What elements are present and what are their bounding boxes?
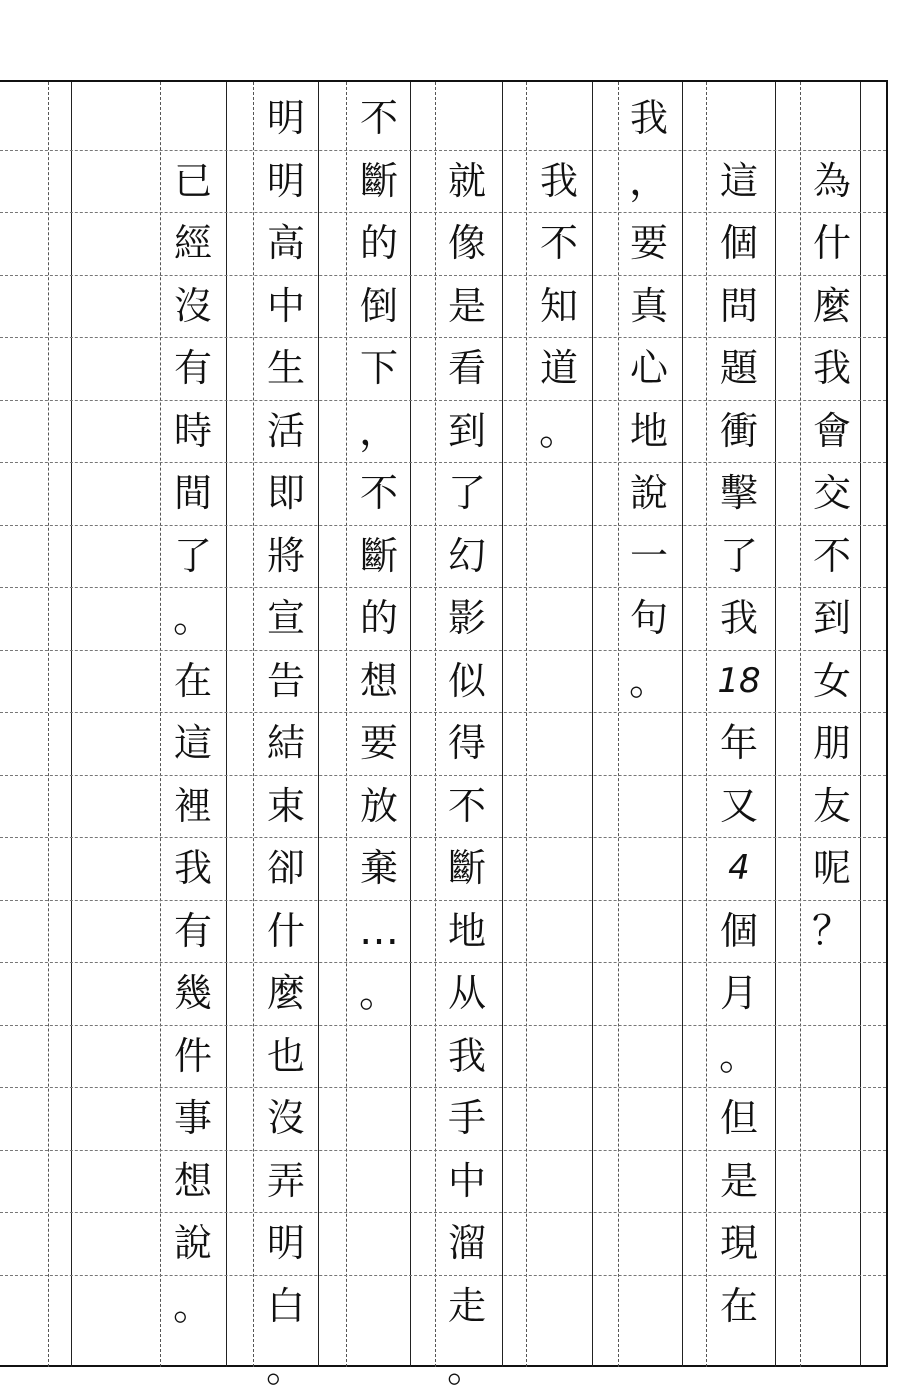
- manuscript-character: 說: [173, 1221, 212, 1265]
- manuscript-character: 像: [447, 221, 486, 265]
- manuscript-character: 从: [447, 971, 486, 1015]
- manuscript-character: 放: [359, 783, 398, 828]
- manuscript-character: 明: [266, 1221, 305, 1265]
- manuscript-character: 將: [266, 533, 305, 578]
- manuscript-character: 個: [719, 221, 758, 265]
- manuscript-character: 要: [359, 721, 398, 765]
- manuscript-character: 明: [266, 96, 305, 140]
- manuscript-character: 手: [447, 1096, 486, 1140]
- manuscript-character: 。: [719, 1032, 759, 1079]
- manuscript-character: 事: [173, 1096, 212, 1140]
- manuscript-character: 件: [173, 1033, 212, 1078]
- manuscript-character: …: [359, 907, 399, 954]
- manuscript-character: ，: [359, 407, 399, 454]
- manuscript-character: 我: [629, 96, 668, 140]
- manuscript-character: 時: [173, 408, 212, 453]
- manuscript-character: 卻: [266, 846, 305, 890]
- manuscript-character: 得: [447, 721, 486, 765]
- manuscript-character: 的: [359, 596, 398, 640]
- manuscript-character: 。: [173, 1282, 213, 1329]
- manuscript-character: 是: [447, 283, 486, 328]
- manuscript-character: 衝: [719, 408, 758, 453]
- manuscript-character: 是: [719, 1158, 758, 1203]
- manuscript-character: 月: [719, 971, 758, 1015]
- manuscript-character: 但: [719, 1096, 758, 1140]
- manuscript-character: 幻: [447, 533, 486, 578]
- manuscript-character: 。: [173, 595, 213, 641]
- manuscript-character: 18: [717, 660, 761, 701]
- manuscript-character: 這: [173, 721, 212, 765]
- manuscript-character: 想: [359, 658, 398, 703]
- manuscript-character: ？: [812, 907, 852, 954]
- manuscript-character: 女: [812, 658, 851, 703]
- manuscript-character: 朋: [812, 721, 851, 765]
- manuscript-character: 。: [539, 407, 579, 454]
- manuscript-character: 弄: [266, 1158, 305, 1203]
- manuscript-character: 有: [173, 346, 212, 390]
- manuscript-character: 明: [266, 158, 305, 203]
- manuscript-character: 下: [359, 346, 398, 390]
- manuscript-character: 在: [173, 658, 212, 703]
- manuscript-character: 倒: [359, 283, 398, 328]
- manuscript-character: 影: [447, 596, 486, 640]
- manuscript-character: 了: [719, 533, 758, 578]
- manuscript-character: 心: [629, 346, 668, 390]
- manuscript-character: 這: [719, 158, 758, 203]
- manuscript-character: 擊: [719, 471, 758, 515]
- manuscript-character: 。: [266, 1345, 306, 1391]
- manuscript-character: 地: [447, 908, 486, 953]
- manuscript-character: 想: [173, 1158, 212, 1203]
- manuscript-character: 裡: [173, 783, 212, 828]
- manuscript-character: 會: [812, 408, 851, 453]
- manuscript-character: 生: [266, 346, 305, 390]
- manuscript-character: 高: [266, 221, 305, 265]
- manuscript-character: 也: [266, 1033, 305, 1078]
- manuscript-character: 麼: [812, 283, 851, 328]
- manuscript-character: 斷: [359, 533, 398, 578]
- manuscript-character: 白: [266, 1283, 305, 1328]
- manuscript-character: 的: [359, 221, 398, 265]
- manuscript-character: 說: [629, 471, 668, 515]
- manuscript-character: 不: [359, 96, 398, 140]
- manuscript-character: 中: [266, 283, 305, 328]
- manuscript-character: 看: [447, 346, 486, 390]
- manuscript-character: 地: [629, 408, 668, 453]
- manuscript-character: 。: [359, 970, 399, 1016]
- manuscript-character: 已: [173, 158, 212, 203]
- manuscript-character: 我: [539, 158, 578, 203]
- manuscript-character: 4: [728, 848, 750, 888]
- manuscript-character: 友: [812, 783, 851, 828]
- manuscript-character: 即: [266, 471, 305, 515]
- manuscript-character: 我: [173, 846, 212, 890]
- manuscript-character: 又: [719, 783, 758, 828]
- manuscript-character: 結: [266, 721, 305, 765]
- manuscript-character: 宣: [266, 596, 305, 640]
- manuscript-character: 真: [629, 283, 668, 328]
- manuscript-character: 一: [629, 533, 668, 578]
- manuscript-character: 道: [539, 346, 578, 390]
- manuscript-character: 知: [539, 283, 578, 328]
- manuscript-character: 了: [447, 471, 486, 515]
- manuscript-character: 棄: [359, 846, 398, 890]
- manuscript-character: 不: [812, 533, 851, 578]
- manuscript-character: 斷: [359, 158, 398, 203]
- manuscript-character: 到: [447, 408, 486, 453]
- manuscript-character: 溜: [447, 1221, 486, 1265]
- manuscript-character: 活: [266, 408, 305, 453]
- manuscript-character: 在: [719, 1283, 758, 1328]
- manuscript-character: 束: [266, 783, 305, 828]
- manuscript-character: 走: [447, 1283, 486, 1328]
- manuscript-character: 句: [629, 596, 668, 640]
- manuscript-character: 個: [719, 908, 758, 953]
- manuscript-character: 。: [629, 657, 669, 704]
- manuscript-character: 不: [447, 783, 486, 828]
- manuscript-character: 。: [447, 1345, 487, 1391]
- manuscript-character: 沒: [173, 283, 212, 328]
- manuscript-character: ，: [629, 157, 669, 204]
- manuscript-character: 現: [719, 1221, 758, 1265]
- manuscript-character: 題: [719, 346, 758, 390]
- manuscript-character: 中: [447, 1158, 486, 1203]
- manuscript-character: 要: [629, 221, 668, 265]
- manuscript-character: 似: [447, 658, 486, 703]
- manuscript-character: 什: [266, 908, 305, 953]
- manuscript-character: 到: [812, 596, 851, 640]
- manuscript-character: 了: [173, 533, 212, 578]
- manuscript-character: 呢: [812, 846, 851, 890]
- manuscript-character: 就: [447, 158, 486, 203]
- manuscript-character: 斷: [447, 846, 486, 890]
- manuscript-character: 麼: [266, 971, 305, 1015]
- manuscript-character: 間: [173, 471, 212, 515]
- manuscript-character: 我: [447, 1033, 486, 1078]
- manuscript-character: 經: [173, 221, 212, 265]
- manuscript-character: 為: [812, 158, 851, 203]
- manuscript-character: 不: [539, 221, 578, 265]
- manuscript-character: 我: [719, 596, 758, 640]
- manuscript-character: 有: [173, 908, 212, 953]
- manuscript-character: 年: [719, 721, 758, 765]
- manuscript-character: 交: [812, 471, 851, 515]
- manuscript-character: 告: [266, 658, 305, 703]
- manuscript-character: 什: [812, 221, 851, 265]
- manuscript-character: 不: [359, 471, 398, 515]
- manuscript-character: 幾: [173, 971, 212, 1015]
- manuscript-character: 沒: [266, 1096, 305, 1140]
- manuscript-character: 問: [719, 283, 758, 328]
- manuscript-character: 我: [812, 346, 851, 390]
